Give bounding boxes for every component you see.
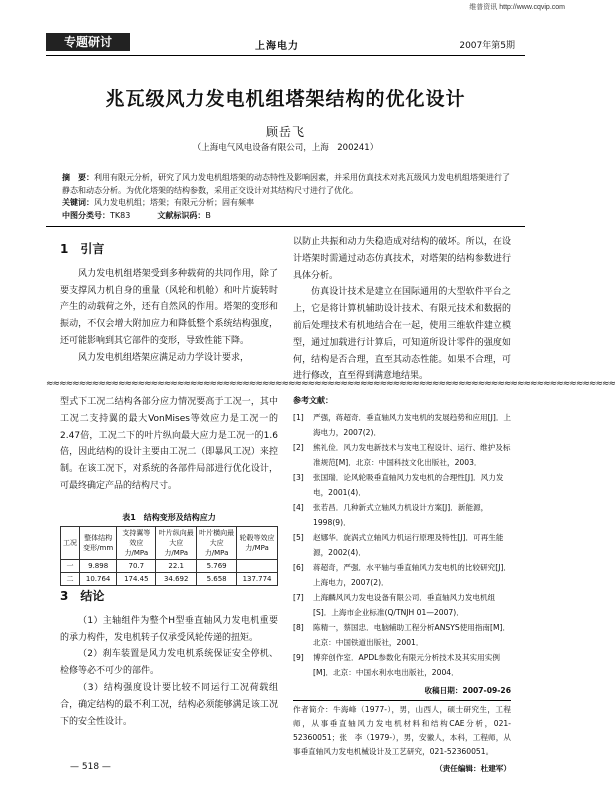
reference-number: [3] bbox=[293, 473, 304, 482]
table-header-cell: 轮毂等效应力/MPa bbox=[237, 527, 278, 560]
conclusion-item-1: （1）主轴组件为整个H型垂直轴风力发电机重要的承力构件，发电机转子仅承受风轮传递的扭矩。 bbox=[60, 615, 278, 643]
table-cell: 174.45 bbox=[117, 573, 156, 586]
affiliation: （上海电气风电设备有限公司，上海 200241） bbox=[192, 143, 379, 153]
intro-column bbox=[60, 231, 278, 367]
table-cell: 5.658 bbox=[197, 573, 237, 586]
reference-number: [9] bbox=[293, 653, 304, 662]
reference-text: 张国瑞．论风轮吸垂直轴风力发电机的合理性[J]．风力发电，2001(4)． bbox=[313, 473, 504, 497]
author: 顾岳飞 bbox=[265, 125, 305, 139]
table-header-cell: 工况 bbox=[61, 527, 80, 560]
intro-paragraph-2: 风力发电机组塔架应满足动力学设计要求， bbox=[78, 352, 250, 363]
table-cell: 10.764 bbox=[80, 573, 117, 586]
abstract bbox=[62, 171, 510, 197]
reference-number: [5] bbox=[293, 533, 304, 542]
reference-item bbox=[293, 470, 511, 500]
received-date: 收稿日期：2007-09-26 bbox=[424, 686, 511, 695]
table-cell: 5.769 bbox=[197, 560, 237, 573]
table-cell: 一 bbox=[61, 560, 80, 573]
reference-item bbox=[293, 620, 511, 650]
bio-rule bbox=[293, 700, 511, 701]
conclusion-column bbox=[60, 588, 278, 730]
reference-number: [1] bbox=[293, 413, 304, 422]
table-cell: 二 bbox=[61, 573, 80, 586]
reference-number: [4] bbox=[293, 503, 304, 512]
table-1 bbox=[60, 526, 278, 586]
clc-value: TK83 bbox=[110, 211, 131, 220]
table-header-cell: 叶片纵向最大应力/MPa bbox=[156, 527, 197, 560]
table-cell: 137.774 bbox=[237, 573, 278, 586]
issue-label: 2007年第5期 bbox=[459, 41, 515, 51]
keywords-text: 风力发电机组；塔架；有限元分析；固有频率 bbox=[94, 198, 254, 207]
reference-number: [7] bbox=[293, 593, 304, 602]
reference-text: 蒋超奇，严强．水平轴与垂直轴风力发电机的比较研究[J]．上海电力，2007(2)． bbox=[313, 563, 512, 587]
abstract-rule bbox=[46, 226, 525, 227]
section-heading-1: 1 引言 bbox=[60, 242, 105, 256]
classification bbox=[62, 210, 211, 221]
left-lower-column bbox=[60, 394, 278, 495]
right-paragraph-1: 以防止共振和动力失稳造成对结构的破坏。所以，在设计塔架时需通过动态仿真技术，对塔架的结构参数进行具体分析。 bbox=[293, 237, 511, 281]
section-tag: 专题研讨 bbox=[46, 33, 130, 51]
reference-item bbox=[293, 650, 511, 680]
reference-text: 严强，蒋超奇．垂直轴风力发电机的发展趋势和应用[J]．上海电力，2007(2)． bbox=[313, 413, 512, 437]
intro-paragraph-1: 风力发电机组塔架受到多种载荷的共同作用，除了要支撑风力机自身的重量（风轮和机舱）和叶片旋转时产生的动载荷之外，还有自然风的作用。塔架的变形和振动，不仅会增大附加应力和降低整个系统结构强度，还可能影响到其它部件的变形，导致性能下降。 bbox=[60, 268, 278, 346]
table-cell: 34.692 bbox=[156, 573, 197, 586]
reference-number: [8] bbox=[293, 623, 304, 632]
reference-item bbox=[293, 410, 511, 440]
keywords-label: 关键词： bbox=[62, 198, 94, 207]
reference-item bbox=[293, 500, 511, 530]
table-caption: 表1 结构变形及结构应力 bbox=[122, 513, 216, 522]
reference-text: 陈精一，蔡国忠．电脑辅助工程分析ANSYS使用指南[M]．北京：中国铁道出版社，2001． bbox=[313, 623, 511, 647]
reference-item bbox=[293, 590, 511, 620]
reference-text: 上海麟风风力发电设备有限公司．垂直轴风力发电机组[S]．上海市企业标准(Q/TNJH 01—2007)． bbox=[313, 593, 496, 617]
author-bio: 作者简介：牛海峰（1977-），男，山西人，硕士研究生，工程师，从事垂直轴风力发电机材料和结构CAE分析，021-52360051；张 李（1979-），男，安徽人，本科，工程师，从事垂直轴风力发电机械设计及工艺研究，021-52360051。 bbox=[293, 705, 511, 756]
table-row bbox=[61, 560, 278, 573]
keywords bbox=[62, 197, 254, 208]
right-upper-column bbox=[293, 234, 511, 385]
reference-text: 博弈创作室．APDL参数化有限元分析技术及其实用实例[M]．北京：中国水利水电出版社，2004． bbox=[313, 653, 500, 677]
header-rule bbox=[46, 55, 525, 56]
right-paragraph-2: 仿真设计技术是建立在国际通用的大型软件平台之上，它是将计算机辅助设计技术、有限元技术和数据的前后处理技术有机地结合在一起，使用三维软件建立模型，通过加载进行计算后，可知道所设计零件的强度如何，结构是否合理，直至其动态性能。如果不合理，可进行修改，直至得到满意地结果。 bbox=[293, 287, 511, 382]
reference-item bbox=[293, 560, 511, 590]
reference-text: 张若昌．几种新式立轴风力机设计方案[J]．新能源，1998(9)． bbox=[313, 503, 489, 527]
responsible-editor: （责任编辑：杜建军） bbox=[435, 764, 511, 773]
section-heading-3: 3 结论 bbox=[60, 589, 105, 603]
conclusion-item-3: （3）结构强度设计要比较不同运行工况荷载组合，确定结构的最不利工况，结构必须能够满足该工况下的安全性设计。 bbox=[60, 682, 278, 727]
conclusion-item-2: （2）刹车装置是风力发电机系统保证安全停机、检修等必不可少的部件。 bbox=[60, 649, 278, 677]
column-break-divider: ≈≈≈≈≈≈≈≈≈≈≈≈≈≈≈≈≈≈≈≈≈≈≈≈≈≈≈≈≈≈≈≈≈≈≈≈≈≈≈≈≈≈≈≈≈≈≈≈≈≈≈≈≈≈≈≈≈≈≈≈≈≈≈≈≈≈≈≈≈≈≈≈≈≈≈≈≈≈≈≈≈≈≈≈≈≈≈ bbox=[46, 379, 615, 389]
reference-item bbox=[293, 440, 511, 470]
journal-name: 上海电力 bbox=[255, 41, 299, 52]
references bbox=[293, 393, 511, 776]
reference-text: 熊礼俭．风力发电新技术与发电工程设计、运行、维护及标准规范[M]．北京：中国科技文化出版社，2003． bbox=[313, 443, 511, 467]
reference-number: [2] bbox=[293, 443, 304, 452]
clc-label: 中图分类号： bbox=[62, 211, 110, 220]
reference-number: [6] bbox=[293, 563, 304, 572]
table-header-cell: 支持翼等效应力/MPa bbox=[117, 527, 156, 560]
abstract-label: 摘 要： bbox=[62, 173, 94, 182]
table-cell: 9.898 bbox=[80, 560, 117, 573]
results-paragraph: 型式下工况二结构各部分应力情况要高于工况一，其中工况二支持翼的最大VonMises等效应力是工况一的2.47倍，工况二下的叶片纵向最大应力是工况一的1.6倍，因此结构的设计主要由工况二（即暴风工况）来控制。在该工况下，对系统的各部件局部进行优化设计，可最终确定产品的结构尺寸。 bbox=[60, 397, 278, 491]
table-header-cell: 整体结构变形/mm bbox=[80, 527, 117, 560]
references-heading: 参考文献： bbox=[293, 396, 333, 405]
table-row bbox=[61, 573, 278, 586]
doc-code-label: 文献标识码： bbox=[157, 211, 206, 220]
reference-text: 赵娜华．旋涡式立轴风力机运行原理及特性[J]．可再生能源，2002(4)． bbox=[313, 533, 504, 557]
table-cell: 70.7 bbox=[117, 560, 156, 573]
table-cell: 22.1 bbox=[156, 560, 197, 573]
doc-code-value: B bbox=[205, 211, 211, 220]
reference-item bbox=[293, 530, 511, 560]
abstract-text: 利用有限元分析，研究了风力发电机组塔架的动态特性及影响因素，并采用仿真技术对兆瓦级风力发电机组塔架进行了静态和动态分析。为优化塔架的结构参数，采用正交设计对其结构尺寸进行了优化。 bbox=[62, 173, 510, 195]
table-header-cell: 叶片横向最大应力/MPa bbox=[197, 527, 237, 560]
table-cell bbox=[237, 560, 278, 573]
article-title: 兆瓦级风力发电机组塔架结构的优化设计 bbox=[105, 88, 466, 110]
watermark: 维普资讯 http://www.cqvip.com bbox=[469, 4, 565, 11]
page-number: — 518 — bbox=[70, 762, 111, 772]
table-header-row bbox=[61, 527, 278, 560]
